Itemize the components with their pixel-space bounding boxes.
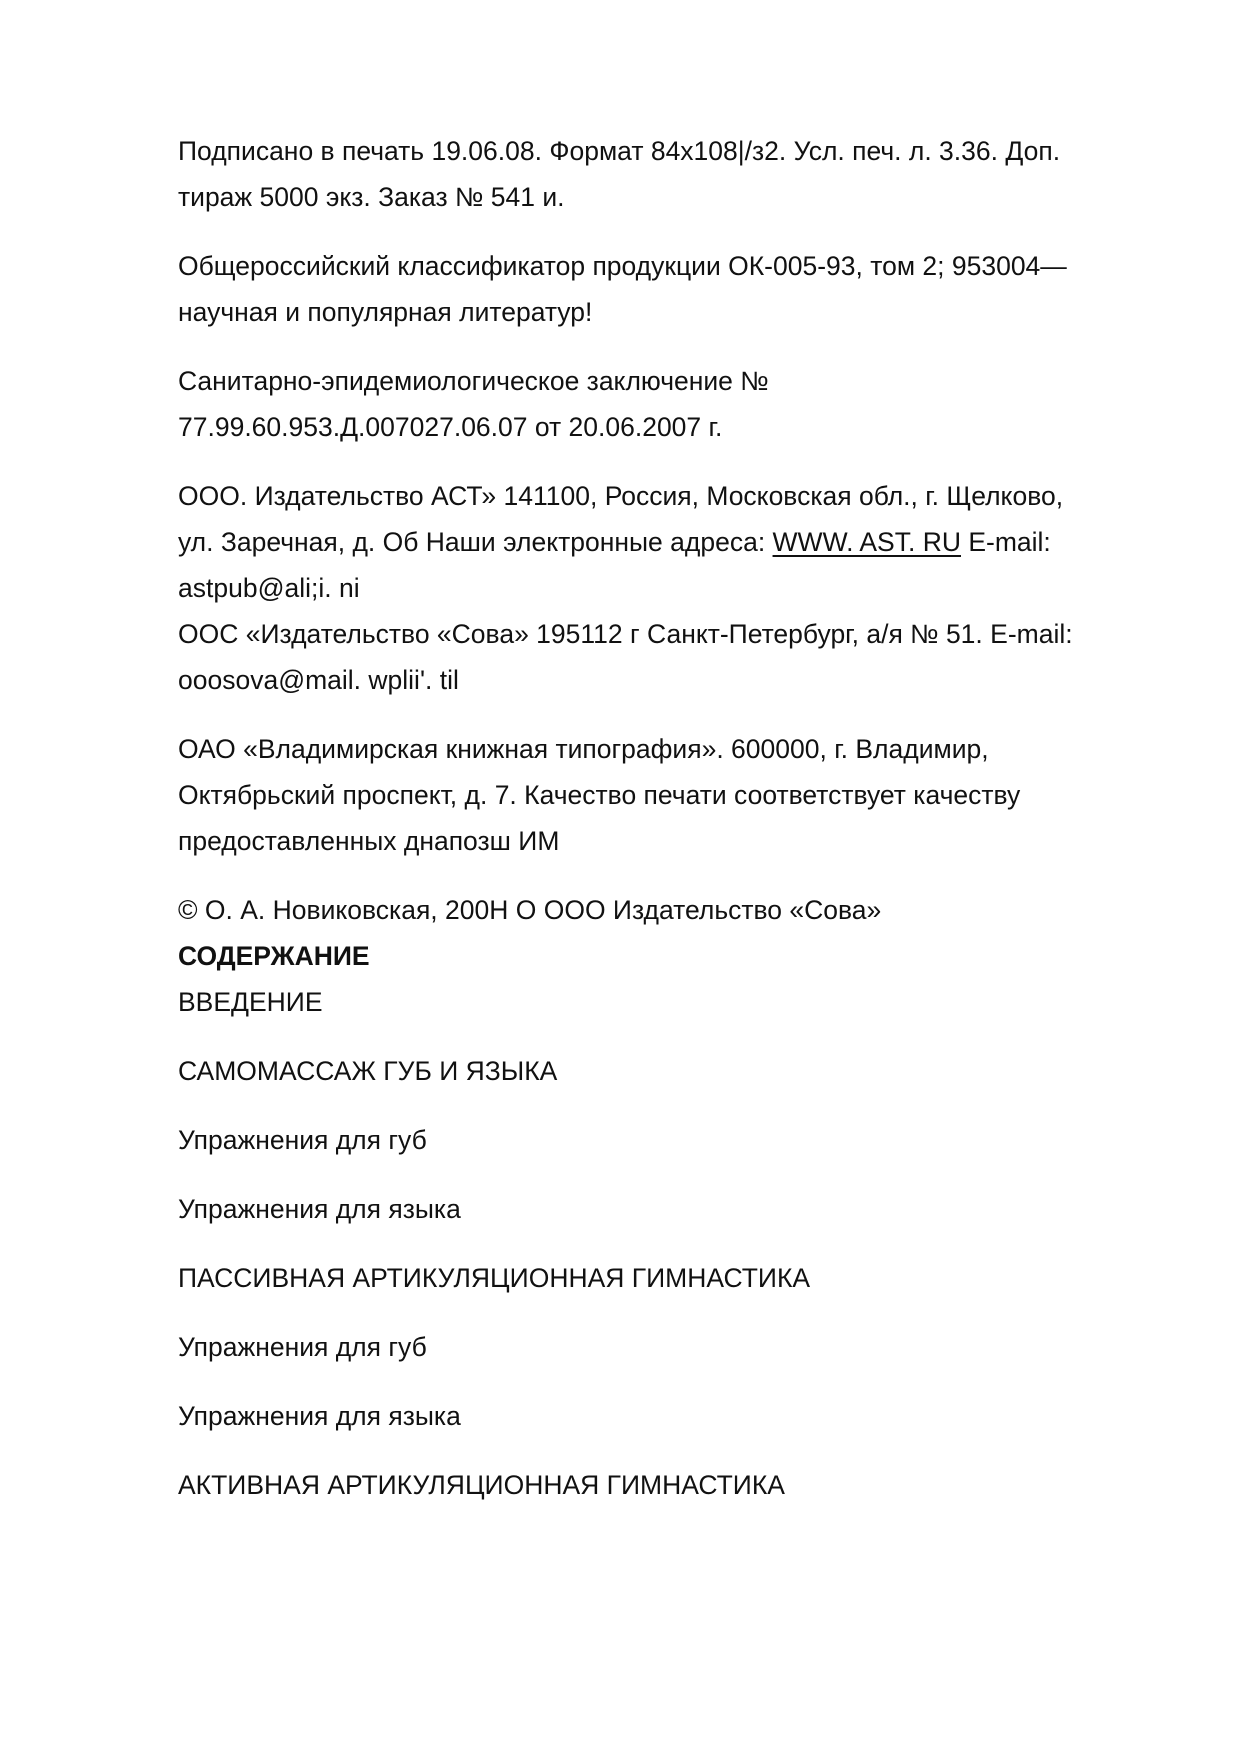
printer-line-3: предоставленных днапозш ИМ bbox=[178, 826, 560, 856]
signed-line-1: Подписано в печать 19.06.08. Формат 84x108|/з2. Усл. печ. л. 3.36. Доп. bbox=[178, 136, 1061, 166]
publisher-ast-address-text: ул. Заречная, д. Об Наши электронные адреса: bbox=[178, 527, 773, 557]
table-of-contents bbox=[178, 979, 1178, 1508]
printer-line-1: ОАО «Владимирская книжная типография». 600000, г. Владимир, bbox=[178, 734, 989, 764]
toc-item-active-gymnastics[interactable]: АКТИВНАЯ АРТИКУЛЯЦИОННАЯ ГИМНАСТИКА bbox=[178, 1470, 785, 1500]
classifier-line-1: Общероссийский классификатор продукции ОК-005-93, том 2; 953004— bbox=[178, 251, 1067, 281]
publisher-sova-block bbox=[178, 611, 1178, 703]
sanitary-block bbox=[178, 358, 1178, 450]
toc-item-passive-gymnastics[interactable]: ПАССИВНАЯ АРТИКУЛЯЦИОННАЯ ГИМНАСТИКА bbox=[178, 1263, 811, 1293]
publisher-sova-line-1: ООС «Издательство «Сова» 195112 г Санкт-Петербург, а/я № 51. E-mail: bbox=[178, 619, 1073, 649]
contents-heading: СОДЕРЖАНИЕ bbox=[178, 941, 370, 971]
signed-line-2: тираж 5000 экз. Заказ № 541 и. bbox=[178, 182, 565, 212]
publisher-ast-email: astpub@ali;i. ni bbox=[178, 573, 360, 603]
sanitary-line-1: Санитарно-эпидемиологическое заключение № bbox=[178, 366, 769, 396]
publisher-ast-line-1: ООО. Издательство АСТ» 141100, Россия, Московская обл., г. Щелково, bbox=[178, 481, 1064, 511]
classifier-line-2: научная и популярная литератур! bbox=[178, 297, 593, 327]
toc-item-passive-lip-exercises[interactable]: Упражнения для губ bbox=[178, 1332, 427, 1362]
signed-to-print-block bbox=[178, 128, 1178, 220]
printer-line-2: Октябрьский проспект, д. 7. Качество печати соответствует качеству bbox=[178, 780, 1021, 810]
printer-block bbox=[178, 726, 1178, 864]
document-page bbox=[178, 128, 1178, 1508]
publisher-ast-block bbox=[178, 473, 1178, 611]
toc-item-tongue-exercises[interactable]: Упражнения для языка bbox=[178, 1194, 461, 1224]
classifier-block bbox=[178, 243, 1178, 335]
toc-item-introduction[interactable]: ВВЕДЕНИЕ bbox=[178, 987, 323, 1017]
publisher-ast-email-label: E-mail: bbox=[960, 527, 1051, 557]
toc-item-lip-exercises[interactable]: Упражнения для губ bbox=[178, 1125, 427, 1155]
toc-item-passive-tongue-exercises[interactable]: Упражнения для языка bbox=[178, 1401, 461, 1431]
sanitary-line-2: 77.99.60.953.Д.007027.06.07 от 20.06.2007 г. bbox=[178, 412, 723, 442]
toc-item-self-massage[interactable]: САМОМАССАЖ ГУБ И ЯЗЫКА bbox=[178, 1056, 558, 1086]
ast-website-link[interactable]: WWW. AST. RU bbox=[772, 527, 961, 557]
publisher-sova-email: ooosova@mail. wplii'. til bbox=[178, 665, 459, 695]
publisher-ast-line-2 bbox=[178, 519, 1178, 565]
copyright-line: © О. А. Новиковская, 200Н О ООО Издательство «Сова» bbox=[178, 895, 882, 925]
